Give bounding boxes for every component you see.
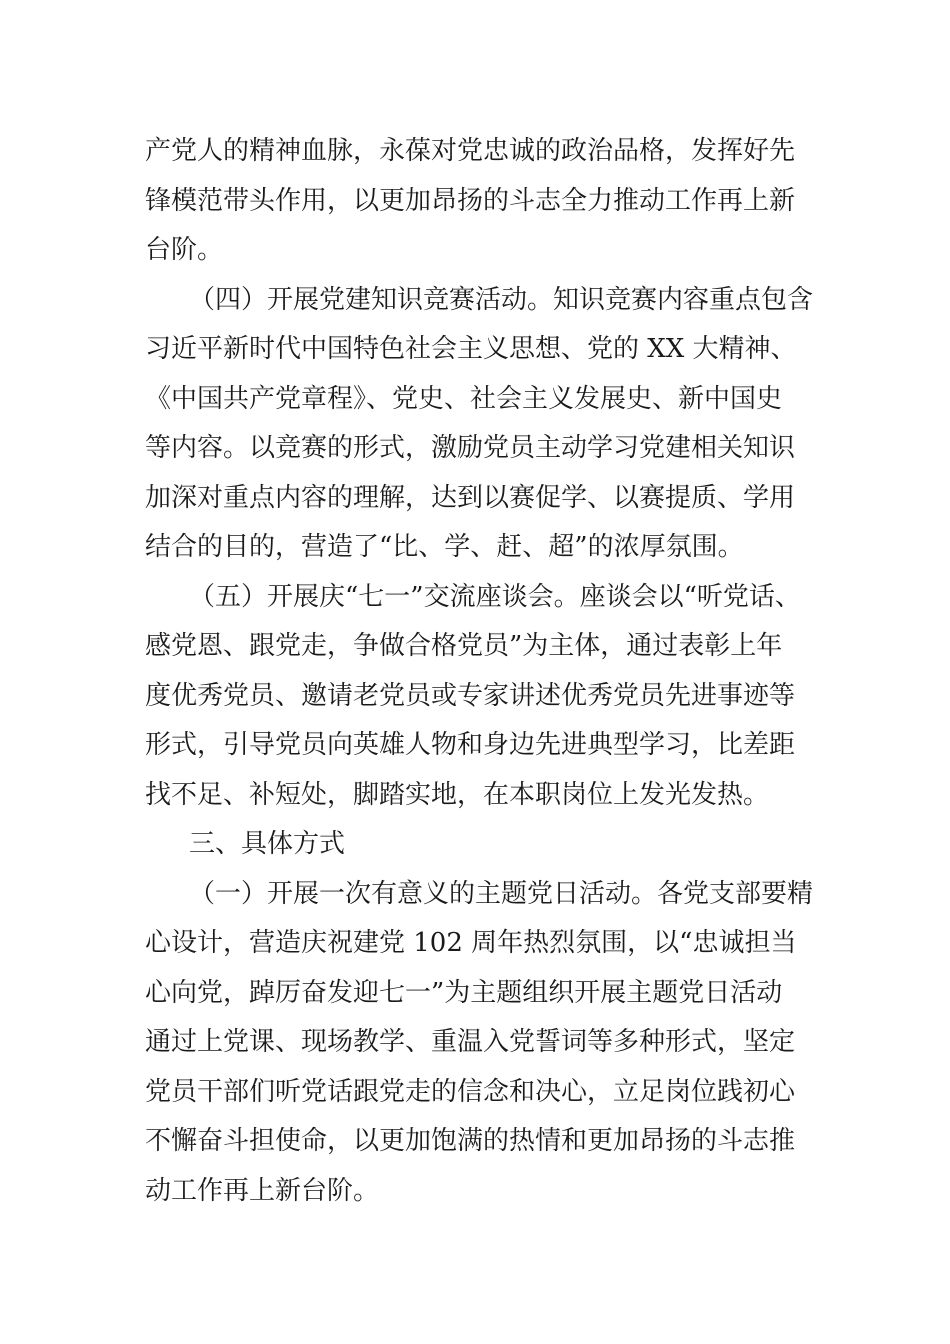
- paragraph-start-line: （四）开展党建知识竞赛活动。知识竞赛内容重点包含: [189, 284, 814, 315]
- text-line: 等内容。以竞赛的形式，激励党员主动学习党建相关知识: [145, 433, 796, 463]
- text-line: 感党恩、跟党走，争做合格党员”为主体，通过表彰上年: [145, 631, 783, 661]
- text-line: 《中国共产党章程》、党史、社会主义发展史、新中国史: [145, 383, 783, 414]
- text-line: 找不足、补短处，脚踏实地，在本职岗位上发光发热。: [145, 779, 770, 810]
- paragraph-start-line: （一）开展一次有意义的主题党日活动。各党支部要精: [189, 878, 814, 909]
- text-line: 结合的目的，营造了“比、学、赶、超”的浓厚氛围。: [145, 532, 744, 562]
- document-body: [145, 127, 835, 1216]
- paragraph-start-line: （五）开展庆“七一”交流座谈会。座谈会以“听党话、: [189, 581, 801, 612]
- text-line: 锋模范带头作用，以更加昂扬的斗志全力推动工作再上新: [145, 185, 796, 216]
- text-line: 党员干部们听党话跟党走的信念和决心，立足岗位践初心: [145, 1076, 796, 1107]
- text-line: 心向党，踔厉奋发迎七一”为主题组织开展主题党日活动: [145, 977, 783, 1008]
- text-line: 通过上党课、现场教学、重温入党誓词等多种形式，坚定: [145, 1027, 796, 1057]
- text-line: 加深对重点内容的理解，达到以赛促学、以赛提质、学用: [145, 482, 796, 513]
- text-line: 动工作再上新台阶。: [145, 1175, 380, 1206]
- text-line: 形式，引导党员向英雄人物和身边先进典型学习，比差距: [145, 730, 796, 760]
- text-line: 不懈奋斗担使命，以更加饱满的热情和更加昂扬的斗志推: [145, 1126, 796, 1156]
- text-line: 习近平新时代中国特色社会主义思想、党的 XX 大精神、: [145, 334, 797, 364]
- text-line: 台阶。: [145, 235, 224, 265]
- section-heading: 三、具体方式: [189, 829, 346, 859]
- text-line: 心设计，营造庆祝建党 102 周年热烈氛围，以“忠诚担当: [145, 928, 797, 958]
- text-line: 产党人的精神血脉，永葆对党忠诚的政治品格，发挥好先: [145, 136, 796, 166]
- text-line: 度优秀党员、邀请老党员或专家讲述优秀党员先进事迹等: [145, 680, 796, 711]
